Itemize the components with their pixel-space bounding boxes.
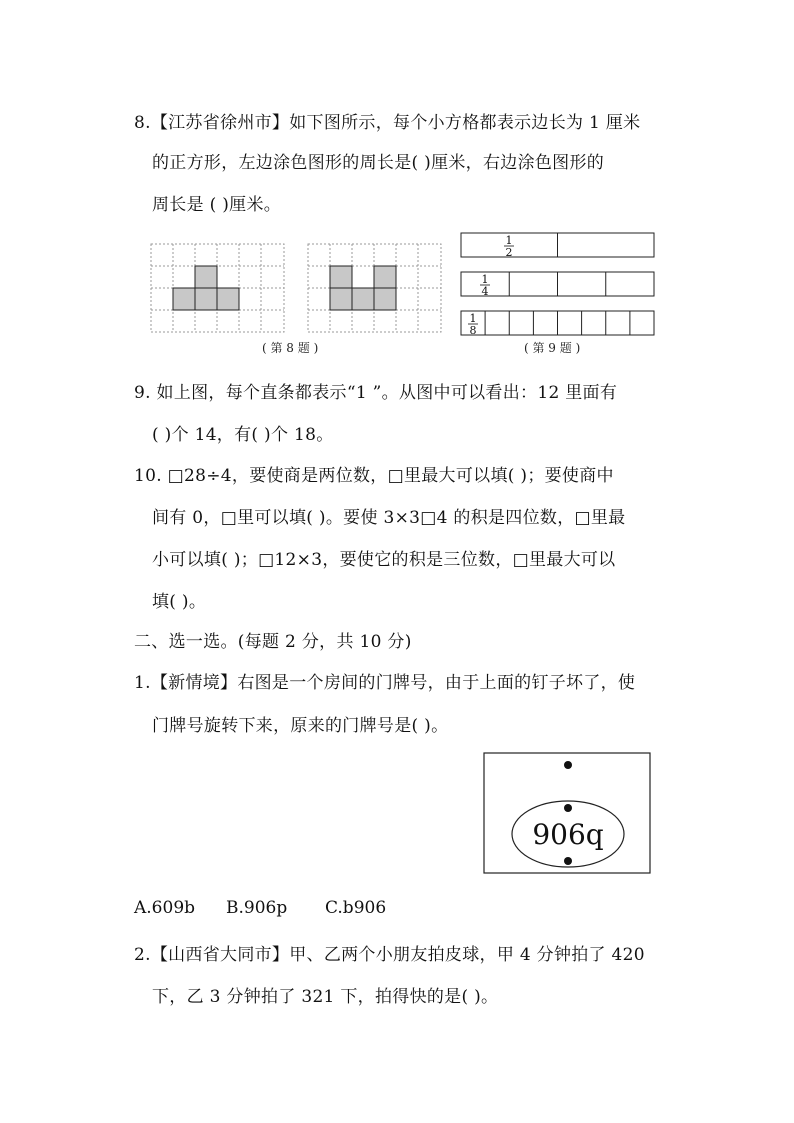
q10-line-2: 间有 0，□里可以填( )。要使 3×3□4 的积是四位数，□里最	[152, 508, 626, 528]
nail-top	[564, 761, 572, 769]
q10-line-3: 小可以填( )；□12×3，要使它的积是三位数，□里最大可以	[152, 550, 616, 570]
q9-line-1: 9. 如上图，每个直条都表示“1 ”。从图中可以看出：12 里面有	[134, 383, 618, 403]
door-plate-number: 906q	[532, 818, 604, 851]
door-plate-figure	[483, 752, 653, 877]
q8-figure	[150, 243, 450, 343]
door-plate-frame	[484, 753, 650, 873]
q9-quarter-denominator: 4	[481, 285, 489, 298]
q9-fraction-bars	[460, 232, 660, 342]
nail-bottom	[564, 857, 572, 865]
q8-line-1: 8.【江苏省徐州市】如下图所示，每个小方格都表示边长为 1 厘米	[134, 113, 641, 133]
q9-line-2: ( )个 14，有( )个 18。	[152, 425, 334, 445]
q8-caption: ( 第 8 题 )	[262, 341, 319, 355]
option-b[interactable]: B.906p	[226, 898, 288, 918]
q9-bar-halves	[461, 233, 654, 257]
q10-line-4: 填( )。	[152, 592, 207, 612]
q9-bar-eighths	[461, 311, 654, 335]
option-a[interactable]: A.609b	[134, 898, 196, 918]
q9-quarter-numerator: 1	[481, 273, 489, 286]
q9-eighth-numerator: 1	[469, 312, 477, 325]
q10-line-1: 10. □28÷4，要使商是两位数，□里最大可以填( )；要使商中	[134, 466, 614, 486]
q8-left-shaded-shape	[173, 266, 239, 310]
q8-right-shaded-shape	[330, 266, 396, 310]
s2q2-line-2: 下，乙 3 分钟拍了 321 下，拍得快的是( )。	[152, 987, 499, 1007]
nail-middle	[564, 804, 572, 812]
s2q2-line-1: 2.【山西省大同市】甲、乙两个小朋友拍皮球，甲 4 分钟拍了 420	[134, 945, 645, 965]
s2q1-line-1: 1.【新情境】右图是一个房间的门牌号，由于上面的钉子坏了，使	[134, 673, 636, 693]
q8-left-grid	[151, 244, 284, 332]
q9-caption: ( 第 9 题 )	[524, 341, 581, 355]
q9-eighth-denominator: 8	[469, 324, 477, 337]
q8-line-2: 的正方形，左边涂色图形的周长是( )厘米，右边涂色图形的	[152, 153, 605, 173]
q9-bar-quarters	[461, 272, 654, 296]
option-c[interactable]: C.b906	[325, 898, 387, 918]
q9-half-numerator: 1	[505, 234, 513, 247]
s2q1-line-2: 门牌号旋转下来，原来的门牌号是( )。	[152, 716, 449, 736]
section-2-heading: 二、选一选。(每题 2 分，共 10 分)	[134, 632, 412, 652]
q8-right-grid	[308, 244, 441, 332]
q9-half-denominator: 2	[505, 246, 513, 259]
q8-line-3: 周长是 ( )厘米。	[152, 195, 282, 215]
